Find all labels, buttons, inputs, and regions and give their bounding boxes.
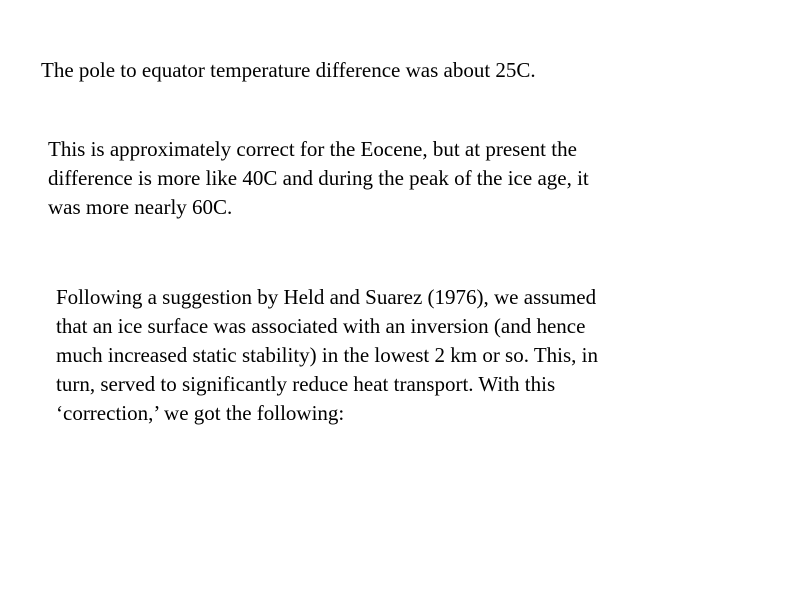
paragraph-temperature-difference: The pole to equator temperature difference was about 25C. xyxy=(41,58,536,82)
paragraph-held-suarez-correction: Following a suggestion by Held and Suarez (1976), we assumed that an ice surface was associated with an inversion (and hence much increased static stability) in the lowest 2 km or so. This, in turn, served to significantly reduce heat transport. With this ‘correction,’ we got the following: xyxy=(56,285,599,425)
paragraph-eocene-comparison: This is approximately correct for the Eocene, but at present the difference is more like 40C and during the peak of the ice age, it was more nearly 60C. xyxy=(48,137,589,219)
